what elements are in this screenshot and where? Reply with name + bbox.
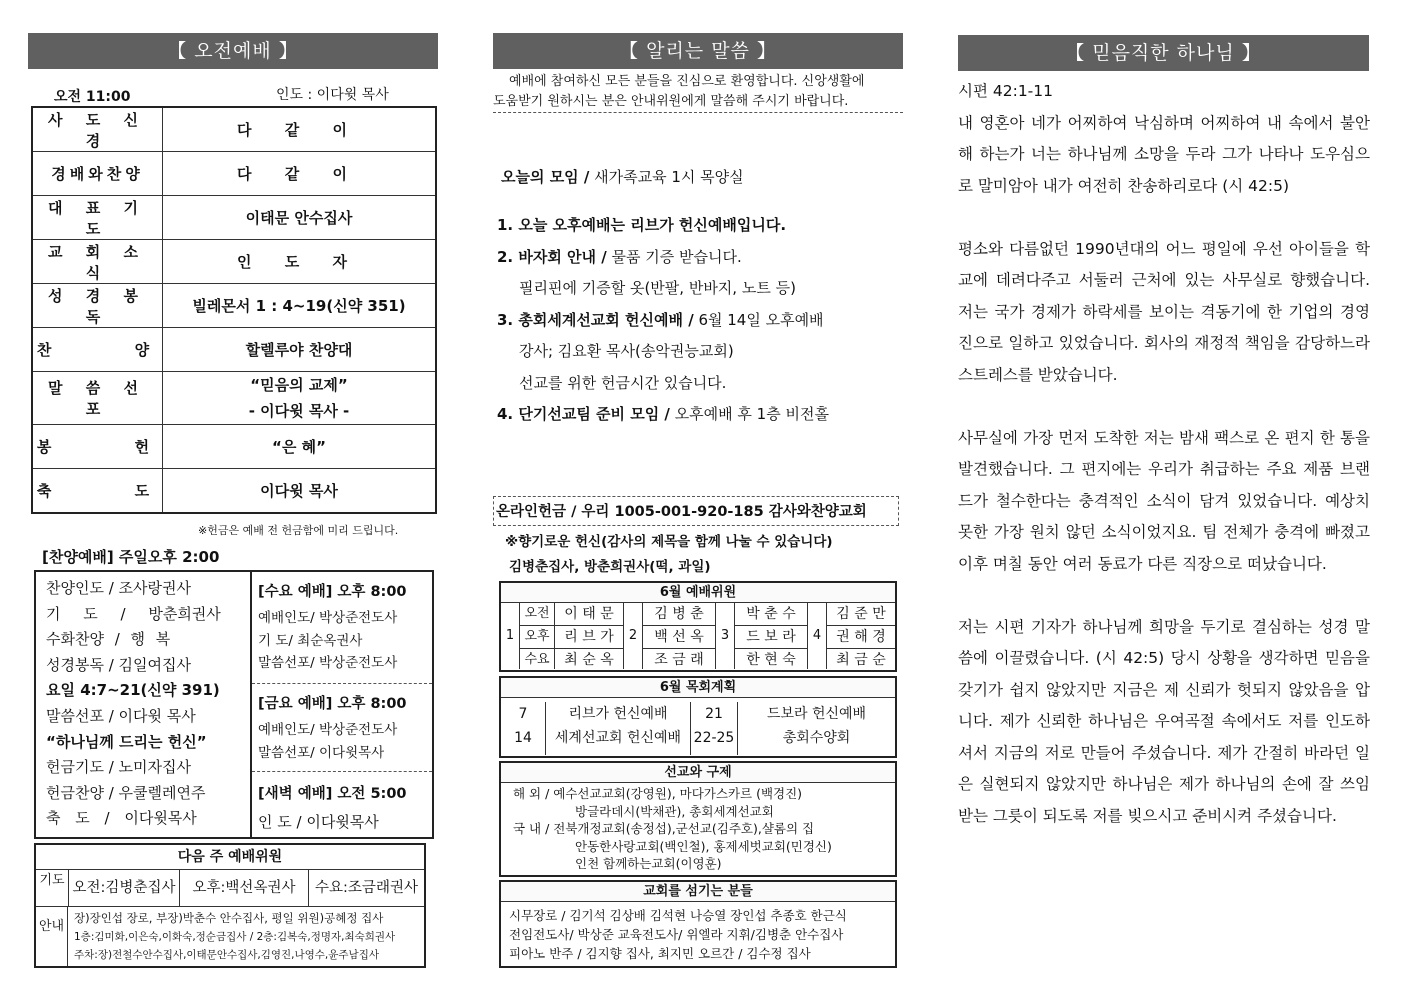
praise-scripture: 요일 4:7~21(신약 391) [46,681,220,700]
order-label: 대 표 기 도 [32,196,163,240]
sermon-preacher: - 이다윗 목사 - [248,402,350,420]
item-text: 물품 기증 받습니다. [606,247,742,266]
mission-line: 방글라데시(박채관), 총회세계선교회 [575,803,774,819]
item-text: 강사; 김요환 목사(송악권능교회) [519,342,734,360]
devotional-body [958,76,1370,832]
praise-line: 수화찬양 / 행 복 [46,630,171,649]
meeting-text: 새가족교육 1시 목양실 [589,168,744,186]
item-text: 6월 14일 오후예배 [693,310,824,329]
dawn-service [252,772,432,837]
order-value: 인 도 자 [163,240,437,284]
mission-line: 국 내 / 전북개정교회(송정섭),군선교(김주호),샬롬의 집 [513,821,815,836]
committee-name: 리 브 가 [555,626,623,649]
friday-service [252,684,432,772]
committee-name: 백 선 옥 [643,626,715,649]
dawn-line: 인 도 / 이다윗목사 [258,813,379,831]
staff-line: 피아노 반주 / 김지향 집사, 최지민 오르간 / 김수정 집사 [509,946,811,961]
guide-label: 안내 [36,907,68,966]
welcome-line: 도움받기 원하시는 분은 안내위원에게 말씀해 주시기 바랍니다. [493,94,849,109]
sermon-title: “믿음의 교제” [250,376,348,394]
friday-line: 예배인도/ 박상준전도사 [258,722,398,738]
guide-line: 장)장인섭 장로, 부장)박춘수 안수집사, 평일 위원)공혜정 집사 [74,911,384,925]
plan-event: 세계선교회 헌신예배 [554,730,682,746]
committee-name: 한 현 숙 [746,652,796,668]
praise-line: 말씀선포 / 이다윗 목사 [46,706,196,725]
slot-label: 오전 [520,603,554,626]
june-pastoral-plan [499,676,897,758]
order-value: 이태문 안수집사 [163,196,437,240]
week-number: 1 [501,603,520,669]
announcement-list [497,210,829,431]
june-committee [499,581,897,672]
committee-name: 최 금 순 [836,652,886,668]
item-text: 필리핀에 기증할 옷(반팔, 반바지, 노트 등) [519,279,796,297]
order-label: 경배와찬양 [32,152,163,196]
devotion-names: 김병춘집사, 방춘희권사(떡, 과일) [509,559,711,575]
order-value: 다 같 이 [163,107,437,152]
devotion-note: ※향기로운 헌신(감사의 제목을 함께 나눌 수 있습니다) [505,534,833,550]
mission-title: 선교와 구제 [501,763,895,783]
praise-service-title: [찬양예배] 주일오후 2:00 [42,548,220,566]
order-row [32,372,436,425]
prayer-member: 수요:조금래권사 [315,880,418,896]
staff-title: 교회를 섬기는 분들 [501,882,895,902]
guide-line: 주차:장)전철수안수집사,이태문안수집사,김영진,나영수,윤주남집사 [74,949,379,961]
order-value: 다 같 이 [163,152,437,196]
devotional-header: 【 믿음직한 하나님 】 [958,35,1369,71]
order-value: 빌레몬서 1 : 4~19(신약 351) [163,284,437,328]
order-label: 성 경 봉 독 [32,284,163,328]
today-meeting [501,166,744,187]
plan-date: 7 [518,706,528,722]
friday-title: [금요 예배] 오후 8:00 [258,696,407,712]
devotional-paragraph: 저는 시편 기자가 하나님께 희망을 두기로 결심하는 성경 말씀에 이끌렸습니다. (시 42:5) 당시 상황을 생각하면 믿음을 갖기가 쉽지 않았지만 지금은 제 신뢰가 헛되지 않았음을 압니다. 제가 신뢰한 하나님은 우여곡절 속에서도 저를 인도하셔서 지금의 저로 만들어 주셨습니다. 제가 간절히 바라던 일은 실현되지 않았지만 하나님은 제가 하나님의 손에 잘 쓰임 받는 그릇이 되도록 저를 빚으시고 준비시켜 주셨습니다. [958,617,1370,825]
evening-services-box [34,570,434,839]
service-time: 오전 11:00 [54,89,131,105]
morning-service-header: 【 오전예배 】 [28,33,438,69]
friday-line: 말씀선포/ 이다윗목사 [258,744,385,761]
committee-name: 김 병 춘 [643,603,715,626]
praise-line: 기 도 / 방춘희권사 [46,604,221,623]
order-row [32,328,436,372]
mission-line: 안동한사랑교회(백인철), 홍제세벗교회(민경신) [575,838,832,854]
order-value: 이다윗 목사 [163,469,437,514]
order-row [32,240,436,284]
praise-line: 헌금찬양 / 우쿨렐레연주 [46,783,206,802]
guide-line: 1층:김미화,이은숙,이화숙,정순금집사 / 2층:김복숙,정명자,최숙희권사 [74,930,396,943]
june-plan-title: 6월 목회계획 [501,678,895,698]
wednesday-line: 말씀선포/ 박상준전도사 [258,655,398,671]
praise-line: 성경봉독 / 김일여집사 [46,655,192,674]
slot-label: 수요 [524,652,550,667]
next-week-committee [34,843,426,968]
service-leader: 인도 : 이다윗 목사 [276,87,389,103]
online-offering: 온라인헌금 / 우리 1005-001-920-185 감사와찬양교회 [493,496,899,526]
order-row [32,284,436,328]
order-label: 교 회 소 식 [32,240,163,284]
item-text: 선교를 위한 헌금시간 있습니다. [519,373,727,392]
order-label: 봉 헌 [32,425,163,469]
order-label: 말 씀 선 포 [32,372,163,425]
church-staff [499,880,897,968]
committee-name: 이 태 문 [555,603,623,626]
plan-event: 리브가 헌신예배 [568,706,668,722]
offering-note: ※헌금은 예배 전 헌금함에 미리 드립니다. [198,524,399,537]
praise-line: 헌금기도 / 노미자집사 [46,758,192,777]
welcome-text [493,72,903,113]
order-label: 사 도 신 경 [32,107,163,152]
wednesday-title: [수요 예배] 오후 8:00 [258,584,407,600]
order-value: “은 혜” [163,425,437,469]
committee-name: 최 순 옥 [564,652,614,668]
order-row [32,152,436,196]
announcement-item [497,399,829,431]
meeting-label: 오늘의 모임 / [501,168,590,186]
plan-date: 21 [705,706,723,722]
prayer-member: 오후:백선옥권사 [180,870,309,906]
next-week-title: 다음 주 예배위원 [36,845,424,870]
dawn-title: [새벽 예배] 오전 5:00 [258,786,407,802]
order-label: 찬 양 [32,328,163,372]
order-value: 할렐루야 찬양대 [163,328,437,372]
plan-date: 14 [514,730,532,746]
announcement-item [497,273,829,305]
announcement-item [497,242,829,274]
welcome-line: 예배에 참여하신 모든 분들을 진심으로 환영합니다. 신앙생활에 [509,74,865,89]
order-label: 축 도 [32,469,163,514]
plan-event: 드보라 헌신예배 [766,706,867,722]
slot-label: 오후 [520,626,554,649]
mission-and-relief [499,761,897,877]
staff-line: 시무장로 / 김기석 김상배 김석현 나승열 장인섭 추종호 한근식 [509,908,847,923]
devotional-paragraph: 사무실에 가장 먼저 도착한 저는 밤새 팩스로 온 편지 한 통을 발견했습니다. 그 편지에는 우리가 취급하는 주요 제품 브랜드가 철수한다는 충격적인 소식이 담겨 있었습니다. 예상치 못한 가장 원치 않던 소식이었지요. 팀 전체가 충격에 빠졌고 이후 며칠 동안 여러 동료가 다른 직장으로 떠났습니다. [958,428,1370,573]
item-bold: 3. 총회세계선교회 헌신예배 / [497,310,694,329]
week-number: 3 [716,603,735,669]
wednesday-line: 예배인도/ 박상준전도사 [258,610,398,626]
wednesday-service [252,572,432,684]
praise-line: 축 도 / 이다윗목사 [46,809,197,828]
item-bold: 4. 단기선교팀 준비 모임 / [497,405,670,423]
announcement-item [497,336,829,368]
devotional-paragraph: 평소와 다름없던 1990년대의 어느 평일에 우선 아이들을 학교에 데려다주고 서둘러 근처에 있는 사무실로 향했습니다. 저는 국가 경제가 하락세를 보이는 격동기에 한 기업의 경영진으로 일하고 있었습니다. 회사의 재정적 책임을 감당하느라 스트레스를 받았습니다. [958,239,1370,384]
item-bold: 1. 오늘 오후예배는 리브가 헌신예배입니다. [497,216,787,234]
worship-order-table [31,106,437,514]
order-row [32,107,436,152]
mission-line: 해 외 / 예수선교교회(강영원), 마다가스카르 (백경진) [513,786,803,801]
announcement-item [497,210,829,242]
announcement-item [497,305,829,337]
prayer-label: 기도 [36,870,69,906]
order-row [32,425,436,469]
committee-name: 권 해 경 [827,626,895,649]
praise-line: 찬양인도 / 조사랑권사 [46,579,192,597]
item-text: 오후예배 후 1층 비전홀 [669,405,829,423]
scripture-reference: 시편 42:1-11 [958,82,1053,100]
item-bold: 2. 바자회 안내 / [497,247,607,266]
prayer-member: 오전:김병춘집사 [69,870,180,906]
announcement-item [497,368,829,400]
wednesday-line: 기 도/ 최순옥권사 [258,632,363,649]
plan-event: 총회수양회 [782,730,851,746]
committee-name: 김 준 만 [827,603,895,626]
order-row [32,196,436,240]
mission-line: 인천 함께하는교회(이영훈) [575,856,722,871]
committee-name: 드 보 라 [735,626,807,649]
staff-line: 전임전도사/ 박상준 교육전도사/ 위엘라 지휘/김병춘 안수집사 [509,927,844,942]
june-committee-title: 6월 예배위원 [501,583,895,603]
notices-header: 【 알리는 말씀 】 [493,33,903,69]
committee-name: 박 춘 수 [735,603,807,626]
plan-date: 22-25 [693,730,735,746]
scripture-text: 내 영혼아 네가 어찌하여 낙심하며 어찌하여 내 속에서 불안해 하는가 너는 하나님께 소망을 두라 그가 나타나 도우심으로 말미암아 내가 여전히 찬송하리로다 (시 42:5) [958,113,1370,195]
praise-sermon-title: “하나님께 드리는 헌신” [46,732,207,751]
order-row [32,469,436,514]
week-number: 4 [808,603,827,669]
committee-name: 조 금 래 [654,652,704,668]
praise-service-panel [36,572,252,837]
week-number: 2 [624,603,643,669]
order-value-sermon [163,372,437,425]
